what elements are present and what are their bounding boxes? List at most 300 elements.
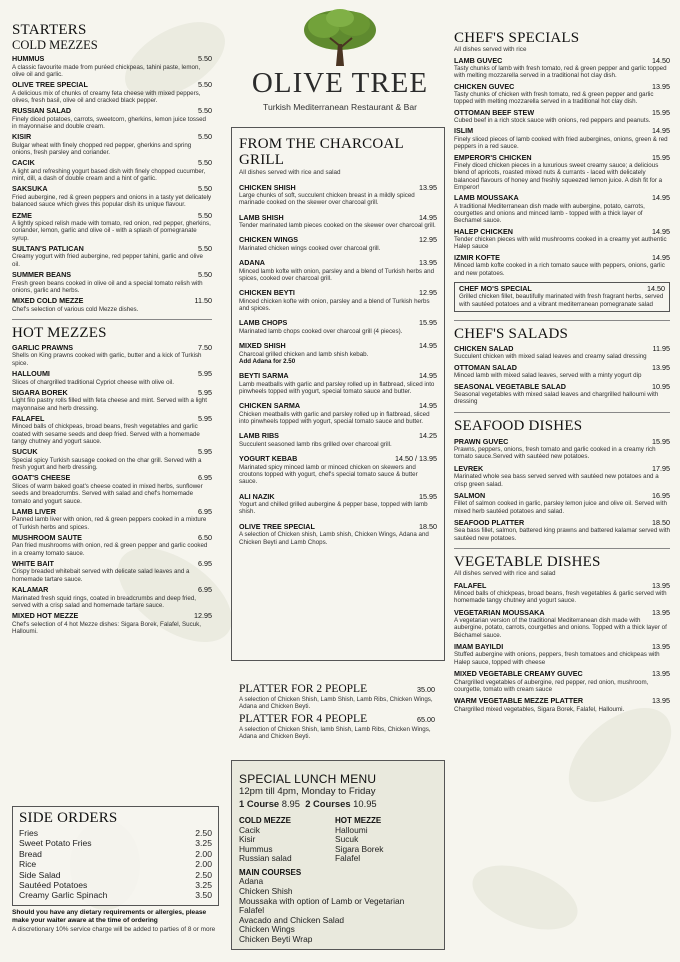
menu-item — [454, 670, 670, 693]
menu-item-description: A vegetarian version of the traditional Mediterranean dish made with aubergine, potato, carrots, courgettes and onions. Topped with a thick layer of Béchamel sauce. — [454, 617, 667, 639]
side-order-item — [19, 828, 212, 838]
menu-item-price: 14.95 — [419, 341, 437, 351]
menu-item-row — [239, 402, 437, 411]
lunch-menu-item: Russian salad — [239, 853, 292, 864]
menu-item — [12, 534, 212, 557]
menu-item — [12, 245, 212, 268]
chefs-salads-title: CHEF'S SALADS — [454, 325, 569, 342]
menu-item-name: LAMB LIVER — [12, 506, 56, 516]
menu-item — [12, 185, 212, 208]
menu-item-name: LAMB GUVEC — [454, 55, 503, 65]
menu-item-description: Minced chicken kofte with onion, parsley and a blend of Turkish herbs and spices. — [239, 297, 430, 313]
lunch-menu-item: Adana — [239, 876, 264, 887]
menu-item — [12, 612, 212, 635]
menu-item-description: Lamb meatballs with garlic and parsley rolled up in flatbread, sliced into pinwheels topped with yogurt, special tomato sauce and butter. — [239, 380, 435, 396]
menu-item-price: 5.50 — [198, 184, 212, 194]
menu-item-name: SIGARA BOREK — [12, 387, 68, 397]
menu-item-price: 15.95 — [652, 436, 670, 446]
menu-item-row — [454, 492, 670, 501]
menu-item-description: A lightly spiced relish made with tomato, red onion, red pepper, gherkins, coriander, lemon, garlic and olive oil - with a splash of pomegranate syrup. — [12, 220, 211, 242]
side-order-price: 3.50 — [195, 890, 212, 901]
menu-item-name: IZMIR KOFTE — [454, 252, 500, 262]
lunch-hot-column — [335, 816, 383, 864]
menu-item-name: MIXED SHISH — [239, 341, 286, 351]
platter-price: 65.00 — [417, 714, 435, 724]
menu-item-description: Charcoal grilled chicken and lamb shish kebab. — [239, 350, 369, 358]
menu-item-price: 14.95 — [419, 401, 437, 411]
menu-item-name: LAMB SHISH — [239, 212, 284, 222]
menu-item-price: 12.95 — [419, 288, 437, 298]
platter-item — [239, 713, 435, 741]
menu-item-row — [12, 389, 212, 398]
menu-item-row — [12, 245, 212, 254]
menu-item-description: Tasty chunks of lamb with fresh tomato, red & green pepper and garlic topped with melting mozzarella served in a traditional hot clay dish. — [454, 65, 667, 80]
menu-item-row — [239, 289, 437, 298]
side-order-price: 3.25 — [195, 880, 212, 891]
menu-item-name: CACIK — [12, 158, 35, 168]
side-order-price: 2.00 — [195, 848, 212, 859]
platter-price: 35.00 — [417, 685, 435, 694]
menu-item-description: Minced balls of chickpeas, broad beans, fresh vegetables and garlic coated with sesame seeds and deep fried. Served with a homemade tangy chutney and yogurt sauce. — [12, 423, 200, 446]
menu-item-description: A selection of Chicken shish, Lamb shish, Chicken Wings, Adana and Chicken Beyti and Lamb Chops. — [239, 531, 429, 546]
menu-item-name: HALLOUMI — [12, 369, 50, 379]
menu-item-name: EZME — [12, 210, 32, 220]
menu-item — [239, 259, 437, 282]
menu-item-description: A classic favourite made from puréed chickpeas, tahini paste, lemon, olive oil and garlic. — [12, 63, 201, 78]
menu-item-description: Crispy breaded whitebait served with delicate salad leaves and a homemade tartare sauce. — [12, 568, 190, 583]
menu-item-description: Fried aubergine, red & green peppers and onions in a tasty yet delicately balanced sauce which gives this popular dish its unique flavour. — [12, 193, 212, 209]
menu-item-name: HALEP CHICKEN — [454, 226, 513, 236]
section-divider — [454, 412, 670, 413]
menu-item-name: VEGETARIAN MOUSSAKA — [454, 607, 545, 617]
menu-item — [454, 194, 670, 224]
side-order-item — [19, 838, 212, 848]
menu-item — [454, 154, 670, 192]
menu-item-description: Light filo pastry rolls filled with feta cheese and mint. Served with a light mayonnaise and herb dressing. — [12, 397, 208, 412]
menu-item-row — [239, 342, 437, 351]
menu-item-description: Tender chicken pieces with wild mushrooms cooked in a creamy yet authentic Halep sauce — [454, 236, 667, 251]
lunch-menu-item: Chicken Wings — [239, 924, 295, 935]
menu-item-row — [454, 254, 670, 263]
menu-item — [239, 184, 437, 207]
menu-item-name: LAMB CHOPS — [239, 318, 288, 328]
menu-item-row — [454, 228, 670, 237]
menu-item-description: Chargrilled vegetables of aubergine, red pepper, red onion, mushroom, courgette, tomato with cream sauce — [454, 678, 649, 693]
platter-name: PLATTER FOR 4 PEOPLE — [239, 712, 368, 725]
menu-item-name: OLIVE TREE SPECIAL — [12, 80, 88, 90]
menu-item-price: 5.95 — [198, 413, 212, 423]
menu-item-name: PRAWN GUVEC — [454, 436, 509, 446]
menu-item-description: Finely sliced pieces of lamb cooked with fried aubergines, onions, green & red peppers in a red sauce. — [454, 135, 668, 151]
menu-item — [12, 81, 212, 104]
side-order-name: Creamy Garlic Spinach — [19, 890, 108, 901]
menu-item-name: MUSHROOM SAUTE — [12, 532, 82, 542]
menu-item-row — [239, 236, 437, 245]
menu-item-description: A delicious mix of chunks of creamy feta cheese with mixed peppers, olives, fresh basil, olive oil and cracked black pepper. — [12, 89, 201, 104]
menu-item-price: 18.50 — [652, 517, 670, 527]
platter-description: A selection of Chicken Shish, lamb Shish, Lamb Ribs, Chicken Wings, Adana and Chicken Beyti. — [239, 725, 431, 740]
menu-item-description: Fillet of salmon cooked in garlic, parsley lemon juice and olive oil. Served with mixed herb sautéed potatoes and salad. — [454, 500, 667, 515]
menu-item-description: Minced lamb with mixed salad leaves, served with a minty yogurt dip — [454, 372, 642, 380]
menu-item-row — [12, 448, 212, 457]
menu-item-price: 17.95 — [652, 463, 670, 473]
chefs-specials-title: CHEF'S SPECIALS — [454, 30, 580, 46]
side-order-name: Sweet Potato Fries — [19, 838, 92, 849]
menu-item-name: KISIR — [12, 132, 32, 142]
menu-item-name: OTTOMAN BEEF STEW — [454, 107, 535, 117]
menu-item-row — [12, 344, 212, 353]
menu-item-name: MIXED VEGETABLE CREAMY GUVEC — [454, 669, 583, 679]
menu-item-row — [454, 364, 670, 373]
platter-description: A selection of Chicken Shish, Lamb Shish, Lamb Ribs, Chicken Wings, Adana and Chicken Beyti. — [239, 696, 433, 711]
cold-mezze-list — [12, 55, 212, 313]
menu-item-name: MIXED COLD MEZZE — [12, 296, 84, 306]
menu-item — [454, 57, 670, 80]
menu-item-price: 12.95 — [419, 235, 437, 245]
chefs-specials-note: All dishes served with rice — [454, 46, 527, 53]
menu-item-description: Chef's selection of various cold Mezze dishes. — [12, 305, 139, 313]
menu-item — [12, 474, 212, 504]
menu-item-description: Yogurt and chilled grilled aubergine & pepper base, topped with lamb shish. — [239, 501, 428, 516]
lunch-menu-item: Kisir — [239, 834, 256, 845]
menu-item-price: 5.95 — [198, 387, 212, 397]
menu-item — [454, 492, 670, 515]
menu-item-row — [12, 297, 212, 306]
menu-item-price: 13.95 — [652, 641, 670, 651]
cold-mezzes-title: COLD MEZZES — [12, 38, 98, 52]
menu-item — [239, 289, 437, 312]
side-order-item — [19, 890, 212, 900]
side-order-item — [19, 859, 212, 869]
menu-item-row — [12, 159, 212, 168]
menu-item-price: 6.95 — [198, 473, 212, 483]
menu-item-name: SULTAN'S PATLICAN — [12, 243, 84, 253]
menu-item-name: SUMMER BEANS — [12, 270, 72, 280]
menu-item-name: GOAT'S CHEESE — [12, 473, 71, 483]
menu-item-description: Marinated whole sea bass served served with sautéed new potatoes and a crisp green salad. — [454, 473, 659, 488]
lunch-menu-item: Avacado and Chicken Salad — [239, 914, 345, 925]
menu-item — [239, 319, 437, 335]
menu-item-row — [239, 319, 437, 328]
menu-item-row — [239, 523, 437, 532]
menu-item-row — [454, 582, 670, 591]
right-column — [454, 30, 670, 713]
menu-item — [239, 372, 437, 395]
menu-item-price: 15.95 — [419, 491, 437, 501]
menu-item — [239, 455, 437, 485]
menu-item — [12, 389, 212, 412]
platter-row — [239, 713, 435, 726]
side-order-name: Bread — [19, 848, 42, 859]
charcoal-grill-title: FROM THE CHARCOAL GRILL — [239, 136, 404, 168]
menu-item-row — [239, 184, 437, 193]
olive-tree-logo — [235, 8, 445, 120]
menu-item-name: OTTOMAN SALAD — [454, 362, 517, 372]
menu-item — [454, 228, 670, 251]
lunch-cold-list — [239, 826, 335, 864]
menu-item — [12, 271, 212, 294]
menu-item — [454, 345, 670, 361]
menu-item-row — [12, 474, 212, 483]
menu-item-name: FALAFEL — [12, 413, 45, 423]
menu-item-name: SAKSUKA — [12, 184, 48, 194]
menu-item-price: 14.50 / 13.95 — [395, 454, 437, 464]
lunch-hours: 12pm till 4pm, Monday to Friday — [239, 786, 376, 797]
menu-item-row — [454, 383, 670, 392]
menu-item-description: A traditional Mediterranean dish made with aubergine, potato, carrots, courgettes and onions and minced lamb - topped with a thick layer of Bechamel sauce. — [454, 202, 645, 225]
menu-item-price: 5.95 — [198, 447, 212, 457]
menu-item-row — [239, 455, 437, 464]
menu-item-name: SEAFOOD PLATTER — [454, 517, 525, 527]
menu-item-name: YOGURT KEBAB — [239, 454, 298, 464]
seafood-list — [454, 438, 670, 542]
menu-item-name: CHICKEN SALAD — [454, 343, 514, 353]
menu-item-name: FALAFEL — [454, 580, 487, 590]
menu-item-name: CHICKEN SARMA — [239, 401, 301, 411]
menu-item-row — [454, 438, 670, 447]
menu-item — [239, 432, 437, 448]
menu-item-price: 5.50 — [198, 270, 212, 280]
lunch-menu-item: Sucuk — [335, 834, 359, 845]
footer-notes — [12, 909, 217, 934]
hot-mezzes-title: HOT MEZZES — [12, 324, 107, 341]
side-orders-list — [19, 828, 212, 901]
charcoal-grill-box — [231, 127, 445, 661]
menu-item — [239, 214, 437, 230]
restaurant-tagline: Turkish Mediterranean Restaurant & Bar — [263, 102, 417, 112]
menu-item-name: CHICKEN WINGS — [239, 235, 299, 245]
menu-item-description: Marinated lamb chops cooked over charcoal grill (4 pieces). — [239, 327, 403, 335]
menu-item-description: Large chunks of soft, succulent chicken breast in a mildly spiced marinade cooked on the skewer over charcoal grill. — [239, 192, 415, 207]
chefs-specials-list — [454, 57, 670, 277]
menu-item-row — [12, 107, 212, 116]
menu-item-row — [12, 612, 212, 621]
menu-item-description: Fresh green beans cooked in olive oil and a special tomato relish with onions, garlic and herbs. — [12, 279, 203, 294]
menu-item-description: Cubed beef in a rich stock sauce with onions, red peppers and peanuts. — [454, 117, 651, 125]
menu-item-description: Seasonal vegetables with mixed salad leaves and chargrilled halloumi with dressing — [454, 391, 659, 406]
menu-item-row — [12, 133, 212, 142]
menu-item-name: SEASONAL VEGETABLE SALAD — [454, 381, 566, 391]
menu-item-price: 10.95 — [652, 381, 670, 391]
menu-item-description: Pan fried mushrooms with onion, red & green pepper and garlic cooked in a creamy tomato sauce. — [12, 542, 208, 557]
menu-item-price: 5.50 — [198, 54, 212, 63]
menu-item — [454, 643, 670, 666]
menu-item — [454, 127, 670, 150]
chef-mo-desc: Grilled chicken fillet, beautifully marinated with fresh fragrant herbs, served with sautéed potatoes and a vibrant mediterranean pomegranate salad — [459, 293, 664, 308]
menu-item-row — [454, 609, 670, 618]
side-order-price: 2.50 — [195, 869, 212, 880]
menu-item-price: 14.25 — [419, 431, 437, 441]
chef-mo-special-box — [454, 282, 670, 312]
menu-item-price: 13.95 — [652, 362, 670, 372]
menu-item-price: 12.95 — [194, 611, 212, 621]
menu-item-price: 14.95 — [652, 126, 670, 136]
menu-item-row — [454, 697, 670, 706]
menu-item-price: 6.95 — [198, 506, 212, 516]
menu-item-price: 13.95 — [652, 81, 670, 91]
menu-item-description: Finely diced potatoes, carrots, sweetcorn, gherkins, lemon juice tossed in mayonnaise and double cream. — [12, 115, 206, 130]
menu-item-description: Succulent seasoned lamb ribs grilled over charcoal grill. — [239, 440, 392, 448]
menu-item-price: 5.50 — [198, 243, 212, 253]
allergy-note: Should you have any dietary requirements or allergies, please make your waiter aware at the time of ordering — [12, 909, 207, 924]
menu-item-price: 13.95 — [652, 580, 670, 590]
menu-item-name: GARLIC PRAWNS — [12, 342, 74, 352]
hot-mezze-list — [12, 344, 212, 635]
menu-item-price: 16.95 — [652, 490, 670, 500]
menu-item-price: 14.50 — [652, 55, 670, 65]
menu-item-description: Minced balls of chickpeas, broad beans, fresh vegetables & garlic served with homemade tangy chutney and yogurt sauce. — [454, 590, 667, 605]
menu-item-name: OLIVE TREE SPECIAL — [239, 521, 315, 531]
menu-item-price: 6.95 — [198, 585, 212, 595]
side-order-name: Side Salad — [19, 869, 61, 880]
menu-item-price: 13.95 — [652, 696, 670, 706]
platters-section — [239, 681, 435, 740]
menu-item — [12, 508, 212, 531]
menu-item — [454, 254, 670, 277]
menu-item — [454, 109, 670, 125]
one-course-price: 8.95 — [281, 797, 300, 809]
menu-item — [454, 609, 670, 639]
vegetable-dishes-title: VEGETABLE DISHES — [454, 554, 601, 570]
lunch-mains-title: MAIN COURSES — [239, 867, 302, 877]
side-order-price: 2.50 — [195, 828, 212, 838]
restaurant-name: OLIVE TREE — [251, 67, 429, 99]
menu-item-description: Shells on King prawns cooked with garlic, butter and a kick of Turkish spice. — [12, 352, 202, 367]
menu-item — [12, 55, 212, 78]
menu-item-row — [12, 415, 212, 424]
menu-item-row — [454, 83, 670, 92]
menu-item-price: 15.95 — [652, 152, 670, 162]
menu-item-description: Chargrilled mixed vegetables, Sigara Borek, Falafel, Halloumi. — [454, 705, 625, 713]
menu-item — [454, 582, 670, 605]
platter-item — [239, 683, 435, 711]
section-divider — [454, 320, 670, 321]
lunch-hot-title: HOT MEZZE — [335, 816, 382, 825]
menu-item-description: Special spicy Turkish sausage cooked on the char grill. Served with a fresh yogurt and herb dressing. — [12, 456, 202, 472]
lunch-menu-item: Sigara Borek — [335, 843, 384, 854]
side-order-item — [19, 870, 212, 880]
menu-item-name: CHICKEN GUVEC — [454, 81, 515, 91]
menu-item — [12, 212, 212, 242]
side-order-item — [19, 849, 212, 859]
menu-item-price: 13.95 — [652, 607, 670, 617]
menu-item — [239, 493, 437, 516]
menu-item — [12, 448, 212, 471]
menu-item — [454, 383, 670, 406]
lunch-hot-list — [335, 826, 383, 864]
menu-item-price: 5.50 — [198, 80, 212, 90]
menu-item-description: Marinated fresh squid rings, coated in breadcrumbs and deep fried, served with a crisp salad and homemade tartare sauce. — [12, 594, 197, 609]
menu-item — [454, 465, 670, 488]
lunch-cold-title: COLD MEZZE — [239, 816, 291, 825]
menu-item-price: 14.95 — [652, 252, 670, 262]
platter-list — [239, 683, 435, 740]
menu-item-name: ALI NAZIK — [239, 491, 275, 501]
menu-item — [12, 133, 212, 156]
side-orders-title: SIDE ORDERS — [19, 810, 118, 826]
menu-item-description: Finely diced chicken pieces in a luxurious sweet creamy sauce; a delicious blend of apricots, roasted mixed nuts & currants - laced with delicately balanced flavours of honey and freshly squeezed lemon juice. A dish fit for a Emperor! — [454, 162, 663, 191]
menu-item-name: WHITE BAIT — [12, 558, 54, 568]
seafood-title: SEAFOOD DISHES — [454, 417, 583, 434]
charcoal-grill-note: All dishes served with rice and salad — [239, 169, 341, 176]
menu-item-description: Panned lamb liver with onion, red & green peppers cooked in a mixture of Turkish herbs and spices. — [12, 516, 207, 531]
side-orders-box — [12, 806, 219, 906]
lunch-menu-title: SPECIAL LUNCH MENU — [239, 772, 377, 786]
menu-item-row — [454, 345, 670, 354]
menu-item — [12, 159, 212, 182]
menu-item-description: Prawns, peppers, onions, fresh tomato and garlic cooked in a creamy rich tomato sauce.Served with sautéed new potatoes. — [454, 446, 656, 461]
lunch-menu-item: Moussaka with option of Lamb or Vegetarian — [239, 895, 405, 906]
chef-mo-name: CHEF MO'S SPECIAL — [459, 283, 532, 293]
left-column — [12, 22, 212, 635]
menu-item-row — [454, 57, 670, 66]
side-order-name: Rice — [19, 859, 37, 870]
menu-item — [12, 344, 212, 367]
lunch-menu-item: Hummus — [239, 843, 273, 854]
lunch-prices — [239, 798, 437, 810]
menu-item-name: LAMB MOUSSAKA — [454, 193, 519, 203]
menu-item-description: Minced lamb kofte cooked in a rich tomato sauce with peppers, onions, garlic and new potatoes. — [454, 262, 665, 277]
olive-tree-icon — [300, 8, 380, 70]
service-charge-note: A discretionary 10% service charge will be added to parties of 8 or more — [12, 926, 216, 933]
menu-item-name: LAMB RIBS — [239, 431, 279, 441]
menu-item-price: 13.95 — [419, 258, 437, 268]
menu-item-row — [454, 194, 670, 203]
platter-row — [239, 683, 435, 696]
menu-item-description: A light and refreshing yogurt based dish with finely chopped cucumber, mint, dill, a dash of double cream and a hint of garlic. — [12, 167, 206, 183]
menu-item-row — [12, 212, 212, 221]
menu-item — [454, 438, 670, 461]
menu-item-description: Stuffed aubergine with onions, peppers, fresh tomatoes and chickpeas with Halep sauce, topped with cheese — [454, 651, 660, 666]
menu-item-row — [239, 493, 437, 502]
lunch-cold-column — [239, 816, 335, 864]
menu-item-row — [12, 508, 212, 517]
menu-item-row — [239, 432, 437, 441]
menu-item-price: 7.50 — [198, 342, 212, 352]
menu-item-price: 6.95 — [198, 558, 212, 568]
menu-item-row — [12, 370, 212, 379]
menu-item — [239, 402, 437, 425]
menu-item-name: ISLIM — [454, 126, 474, 136]
menu-item-description: Chicken meatballs with garlic and parsley rolled up in flatbread, sliced into pinwheels topped with yogurt, special tomato sauce and butter. — [239, 410, 430, 426]
menu-item-name: HUMMUS — [12, 54, 45, 63]
menu-item-price: 11.95 — [652, 343, 670, 353]
platter-name: PLATTER FOR 2 PEOPLE — [239, 683, 368, 695]
menu-item-price: 15.95 — [652, 107, 670, 117]
menu-item-price: 5.50 — [198, 132, 212, 142]
menu-item-extra: Add Adana for 2.50 — [239, 357, 296, 365]
menu-item-price: 5.50 — [198, 210, 212, 220]
menu-item-name: SUCUK — [12, 447, 38, 457]
menu-item-row — [12, 586, 212, 595]
menu-item-name: RUSSIAN SALAD — [12, 106, 72, 116]
menu-item-description: Tasty chunks of chicken with fresh tomato, red & green pepper and garlic topped with melting mozzarella served in a traditional hot clay dish. — [454, 91, 654, 106]
menu-item-name: IMAM BAYILDI — [454, 641, 504, 651]
lunch-mains-list — [239, 877, 437, 944]
menu-item-price: 18.50 — [419, 521, 437, 531]
two-course-label: 2 Courses — [305, 797, 351, 809]
menu-item-row — [454, 519, 670, 528]
section-divider — [12, 319, 212, 320]
side-order-name: Fries — [19, 828, 39, 838]
side-order-price: 2.00 — [195, 859, 212, 870]
lunch-menu-item: Chicken Shish — [239, 885, 293, 896]
lunch-menu-item: Halloumi — [335, 824, 368, 835]
menu-item-price: 11.50 — [194, 296, 212, 306]
lunch-mezze-columns — [239, 816, 437, 864]
menu-item-row — [12, 55, 212, 64]
menu-item-description: Sea bass fillet, salmon, battered king prawns and battered kalamar served with sautéed new potatoes. — [454, 527, 670, 542]
